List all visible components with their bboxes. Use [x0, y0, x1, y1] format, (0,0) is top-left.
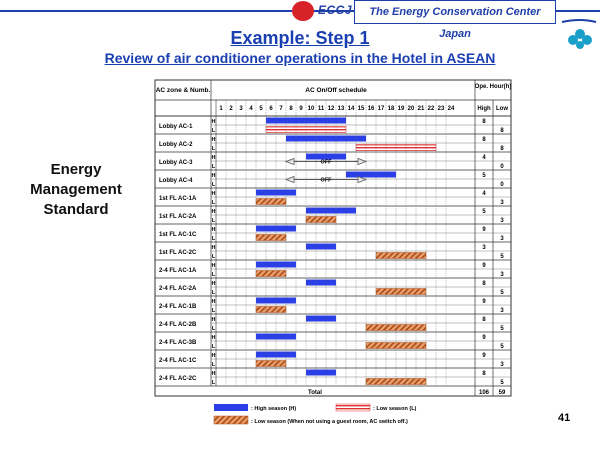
- slide-title: Example: Step 1: [230, 28, 370, 48]
- row-h-label: H: [211, 335, 216, 341]
- row-l-label: L: [211, 326, 216, 332]
- schedule-header: AC On/Off schedule: [305, 87, 367, 94]
- hour-label: 16: [367, 106, 375, 112]
- hour-label: 9: [299, 106, 303, 112]
- zone-name: Lobby AC-1: [159, 124, 193, 130]
- zone-name: Lobby AC-2: [159, 142, 193, 148]
- ope-high-value: 3: [482, 245, 486, 251]
- hour-label: 8: [289, 106, 293, 112]
- row-l-label: L: [211, 164, 216, 170]
- ope-high-value: 5: [482, 209, 486, 215]
- legend-low-guest-swatch: [214, 416, 248, 424]
- low-season-bar: [256, 361, 286, 367]
- high-season-bar: [306, 280, 336, 286]
- zone-name: Lobby AC-4: [159, 178, 193, 184]
- legend-high-swatch: [214, 404, 248, 411]
- zone-name: 2-4 FL AC-2C: [159, 376, 197, 382]
- ope-header: Ope. Hour(h): [474, 84, 512, 90]
- hour-label: 7: [279, 106, 283, 112]
- low-season-bar: [376, 289, 426, 295]
- side-label-line-1: Energy: [50, 161, 102, 178]
- ope-low-value: 3: [500, 362, 504, 368]
- row-l-label: L: [211, 272, 216, 278]
- row-h-label: H: [211, 245, 216, 251]
- row-h-label: H: [211, 353, 216, 359]
- logo-text: ECCJ: [318, 3, 353, 17]
- ope-low-value: 3: [500, 308, 504, 314]
- high-season-bar: [306, 244, 336, 250]
- low-season-bar: [256, 199, 286, 205]
- ope-low-value: 0: [500, 182, 504, 188]
- row-h-label: H: [211, 263, 216, 269]
- ope-high-value: 9: [482, 353, 486, 359]
- ope-low-value: 3: [500, 236, 504, 242]
- zone-name: Lobby AC-3: [159, 160, 193, 166]
- low-season-bar: [256, 271, 286, 277]
- hour-label: 4: [249, 106, 253, 112]
- org-name: The Energy Conservation Center Japan: [354, 0, 556, 24]
- zone-name: 2-4 FL AC-1C: [159, 358, 197, 364]
- ope-low-value: 3: [500, 272, 504, 278]
- ope-high-value: 8: [482, 371, 486, 377]
- row-l-label: L: [211, 344, 216, 350]
- zone-name: 2-4 FL AC-3B: [159, 340, 197, 346]
- high-season-bar: [306, 208, 356, 214]
- row-h-label: H: [211, 299, 216, 305]
- low-col-label: Low: [496, 106, 508, 112]
- hour-label: 20: [407, 106, 415, 112]
- row-h-label: H: [211, 137, 216, 143]
- hour-label: 3: [239, 106, 243, 112]
- total-low-value: 59: [498, 390, 506, 396]
- slide-subtitle: Review of air conditioner operations in the Hotel in ASEAN: [104, 50, 496, 66]
- row-l-label: L: [211, 218, 216, 224]
- ope-low-value: 5: [500, 254, 504, 260]
- ope-high-value: 9: [482, 299, 486, 305]
- hour-label: 19: [397, 106, 405, 112]
- low-season-bar: [256, 307, 286, 313]
- ope-low-value: 3: [500, 200, 504, 206]
- ope-low-value: 8: [500, 146, 504, 152]
- ope-high-value: 5: [482, 173, 486, 179]
- row-h-label: H: [211, 155, 216, 161]
- ope-low-value: 3: [500, 218, 504, 224]
- low-season-bar: [306, 217, 336, 223]
- hour-label: 22: [427, 106, 435, 112]
- ope-high-value: 8: [482, 317, 486, 323]
- row-l-label: L: [211, 128, 216, 134]
- row-l-label: L: [211, 308, 216, 314]
- hour-label: 15: [357, 106, 365, 112]
- hour-label: 17: [377, 106, 385, 112]
- hour-label: 23: [437, 106, 445, 112]
- ope-high-value: 9: [482, 263, 486, 269]
- ope-high-value: 8: [482, 281, 486, 287]
- ope-high-value: 4: [482, 191, 486, 197]
- high-season-bar: [306, 370, 336, 376]
- zone-header: AC zone & Numb.: [155, 87, 211, 94]
- ope-low-value: 5: [500, 326, 504, 332]
- row-h-label: H: [211, 371, 216, 377]
- low-season-bar: [366, 325, 426, 331]
- hour-label: 6: [269, 106, 273, 112]
- ope-high-value: 9: [482, 227, 486, 233]
- hour-label: 2: [229, 106, 233, 112]
- legend-low-label: : Low season (L): [373, 406, 417, 412]
- low-season-bar: [256, 235, 286, 241]
- ope-high-value: 8: [482, 119, 486, 125]
- hour-label: 21: [417, 106, 425, 112]
- row-h-label: H: [211, 317, 216, 323]
- low-season-bar: [376, 253, 426, 259]
- ope-low-value: 8: [500, 128, 504, 134]
- hour-label: 14: [347, 106, 355, 112]
- hour-label: 10: [307, 106, 315, 112]
- ope-low-value: 5: [500, 344, 504, 350]
- row-h-label: H: [211, 227, 216, 233]
- high-season-bar: [346, 172, 396, 178]
- hour-label: 24: [447, 106, 455, 112]
- page-number: 41: [558, 412, 571, 424]
- row-l-label: L: [211, 380, 216, 386]
- hour-label: 18: [387, 106, 395, 112]
- zone-name: 2-4 FL AC-2A: [159, 286, 197, 292]
- row-l-label: L: [211, 200, 216, 206]
- ope-low-value: 5: [500, 290, 504, 296]
- total-high-value: 106: [478, 390, 490, 396]
- legend-low-guest-label: : Low season (When not using a guest room, AC switch off.): [251, 419, 408, 425]
- zone-name: 1st FL AC-2C: [159, 250, 197, 256]
- total-label: Total: [308, 390, 322, 396]
- ope-high-value: 8: [482, 137, 486, 143]
- zone-name: 1st FL AC-2A: [159, 214, 197, 220]
- ope-high-value: 4: [482, 155, 486, 161]
- hour-label: 13: [337, 106, 345, 112]
- side-label-line-3: Standard: [43, 201, 109, 218]
- row-l-label: L: [211, 254, 216, 260]
- zone-name: 1st FL AC-1A: [159, 196, 197, 202]
- row-l-label: L: [211, 236, 216, 242]
- ope-low-value: 5: [500, 380, 504, 386]
- zone-name: 2-4 FL AC-1B: [159, 304, 197, 310]
- hour-label: 12: [327, 106, 335, 112]
- row-h-label: H: [211, 119, 216, 125]
- zone-name: 2-4 FL AC-2B: [159, 322, 197, 328]
- row-l-label: L: [211, 290, 216, 296]
- low-season-bar: [356, 145, 436, 151]
- zone-name: 1st FL AC-1C: [159, 232, 197, 238]
- zone-name: 2-4 FL AC-1A: [159, 268, 197, 274]
- row-l-label: L: [211, 146, 216, 152]
- legend-high-label: : High season (H): [251, 406, 297, 412]
- ope-low-value: 0: [500, 164, 504, 170]
- row-h-label: H: [211, 209, 216, 215]
- ope-high-value: 9: [482, 335, 486, 341]
- hour-label: 11: [317, 106, 325, 112]
- legend-low-swatch: [336, 404, 370, 411]
- row-h-label: H: [211, 173, 216, 179]
- high-col-label: High: [477, 106, 491, 112]
- row-h-label: H: [211, 281, 216, 287]
- row-l-label: L: [211, 362, 216, 368]
- off-label: OFF: [320, 159, 332, 166]
- hour-label: 5: [259, 106, 263, 112]
- high-season-bar: [306, 316, 336, 322]
- row-l-label: L: [211, 182, 216, 188]
- row-h-label: H: [211, 191, 216, 197]
- side-label-line-2: Management: [30, 181, 122, 198]
- off-label: OFF: [320, 177, 332, 184]
- hour-label: 1: [219, 106, 223, 112]
